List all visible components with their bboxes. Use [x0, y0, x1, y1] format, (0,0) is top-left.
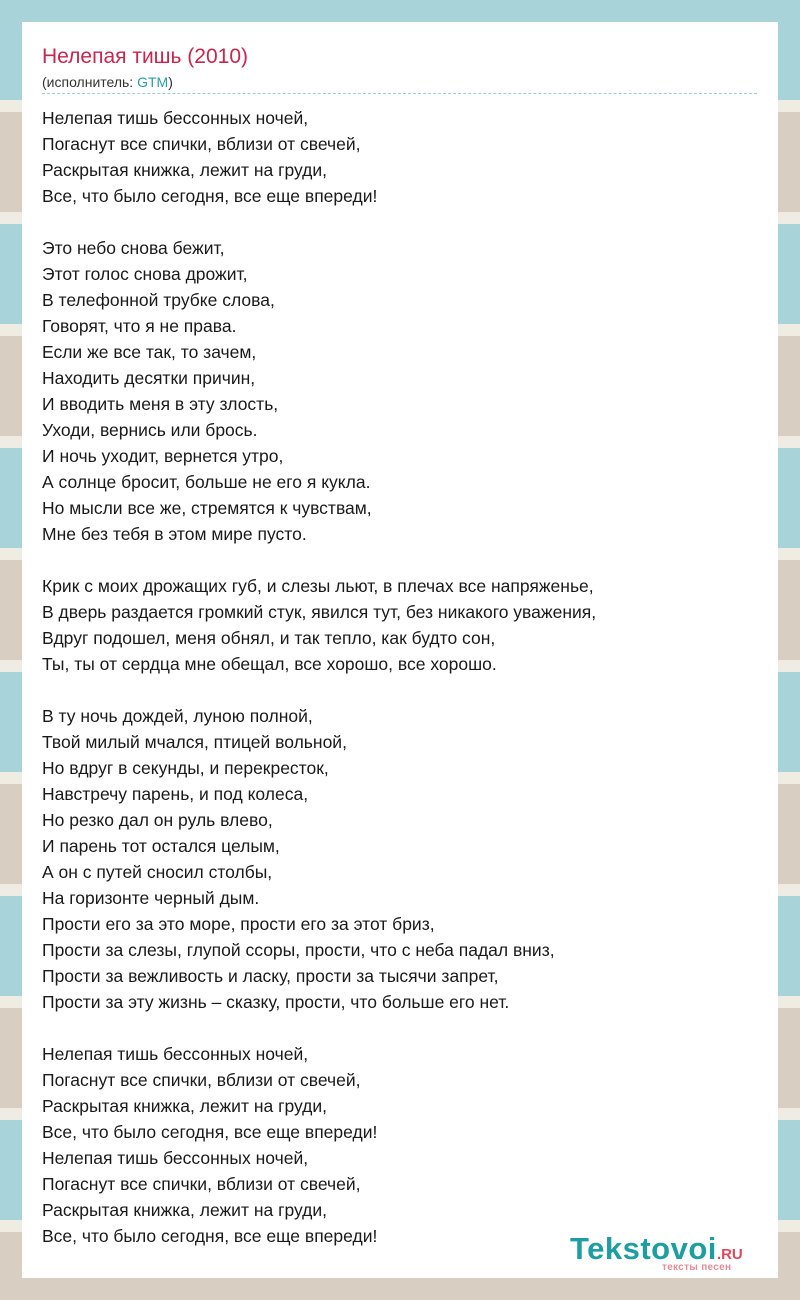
lyrics-stanza [42, 105, 762, 209]
lyric-line: Если же все так, то зачем, [42, 342, 257, 362]
lyrics-text [42, 105, 762, 1275]
artist-prefix: (исполнитель: [42, 74, 138, 90]
lyrics-stanza [42, 1041, 762, 1249]
lyric-line: Это небо снова бежит, [42, 238, 225, 258]
lyric-line: Нелепая тишь бессонных ночей, [42, 108, 309, 128]
site-logo[interactable] [570, 1232, 780, 1276]
logo-name: Tekstovoi [570, 1231, 717, 1266]
lyric-line: Ты, ты от сердца мне обещал, все хорошо, все хорошо. [42, 654, 497, 674]
lyric-line: Все, что было сегодня, все еще впереди! [42, 1122, 378, 1142]
lyric-line: Но резко дал он руль влево, [42, 810, 273, 830]
lyric-line: Нелепая тишь бессонных ночей, [42, 1044, 309, 1064]
lyric-line: Но вдруг в секунды, и перекресток, [42, 758, 329, 778]
lyric-line: А он с путей сносил столбы, [42, 862, 273, 882]
lyric-line: Твой милый мчался, птицей вольной, [42, 732, 347, 752]
logo-tld: .RU [716, 1246, 743, 1263]
lyric-line: И парень тот остался целым, [42, 836, 280, 856]
lyric-line: А солнце бросит, больше не его я кукла. [42, 472, 371, 492]
lyric-line: Говорят, что я не права. [42, 316, 237, 336]
lyric-line: Погаснут все спички, вблизи от свечей, [42, 134, 361, 154]
artist-link[interactable]: GTM [137, 74, 169, 90]
lyric-line: И вводить меня в эту злость, [42, 394, 279, 414]
lyric-line: Раскрытая книжка, лежит на груди, [42, 160, 328, 180]
lyric-line: Прости за слезы, глупой ссоры, прости, что с неба падал вниз, [42, 940, 555, 960]
lyric-line: Мне без тебя в этом мире пусто. [42, 524, 307, 544]
lyric-line: Все, что было сегодня, все еще впереди! [42, 1226, 378, 1246]
lyric-line: Раскрытая книжка, лежит на груди, [42, 1096, 328, 1116]
lyric-line: Прости за эту жизнь – сказку, прости, что больше его нет. [42, 992, 510, 1012]
lyric-line: Этот голос снова дрожит, [42, 264, 248, 284]
lyric-line: Но мысли все же, стремятся к чувствам, [42, 498, 372, 518]
lyric-line: В телефонной трубке слова, [42, 290, 275, 310]
logo-tagline: тексты песен [662, 1262, 732, 1273]
lyric-line: В ту ночь дождей, луною полной, [42, 706, 313, 726]
artist-line [42, 72, 173, 92]
artist-suffix: ) [168, 74, 173, 90]
lyric-line: Прости за вежливость и ласку, прости за тысячи запрет, [42, 966, 499, 986]
lyric-line: Нелепая тишь бессонных ночей, [42, 1148, 309, 1168]
lyric-line: Навстречу парень, и под колеса, [42, 784, 309, 804]
lyric-line: Крик с моих дрожащих губ, и слезы льют, в плечах все напряженье, [42, 576, 594, 596]
lyric-line: Погаснут все спички, вблизи от свечей, [42, 1174, 361, 1194]
lyrics-stanza [42, 703, 762, 1015]
lyric-line: Погаснут все спички, вблизи от свечей, [42, 1070, 361, 1090]
lyric-line: Находить десятки причин, [42, 368, 256, 388]
lyric-line: Раскрытая книжка, лежит на груди, [42, 1200, 328, 1220]
lyric-line: И ночь уходит, вернется утро, [42, 446, 284, 466]
lyric-line: Прости его за это море, прости его за этот бриз, [42, 914, 435, 934]
lyrics-stanza [42, 235, 762, 547]
lyric-line: Уходи, вернись или брось. [42, 420, 258, 440]
lyrics-card [22, 22, 778, 1278]
title-divider [42, 93, 757, 94]
lyric-line: В дверь раздается громкий стук, явился тут, без никакого уважения, [42, 602, 597, 622]
lyric-line: Все, что было сегодня, все еще впереди! [42, 186, 378, 206]
page-title: Нелепая тишь (2010) [42, 45, 249, 68]
lyric-line: Вдруг подошел, меня обнял, и так тепло, как будто сон, [42, 628, 496, 648]
lyric-line: На горизонте черный дым. [42, 888, 260, 908]
lyrics-stanza [42, 573, 762, 677]
